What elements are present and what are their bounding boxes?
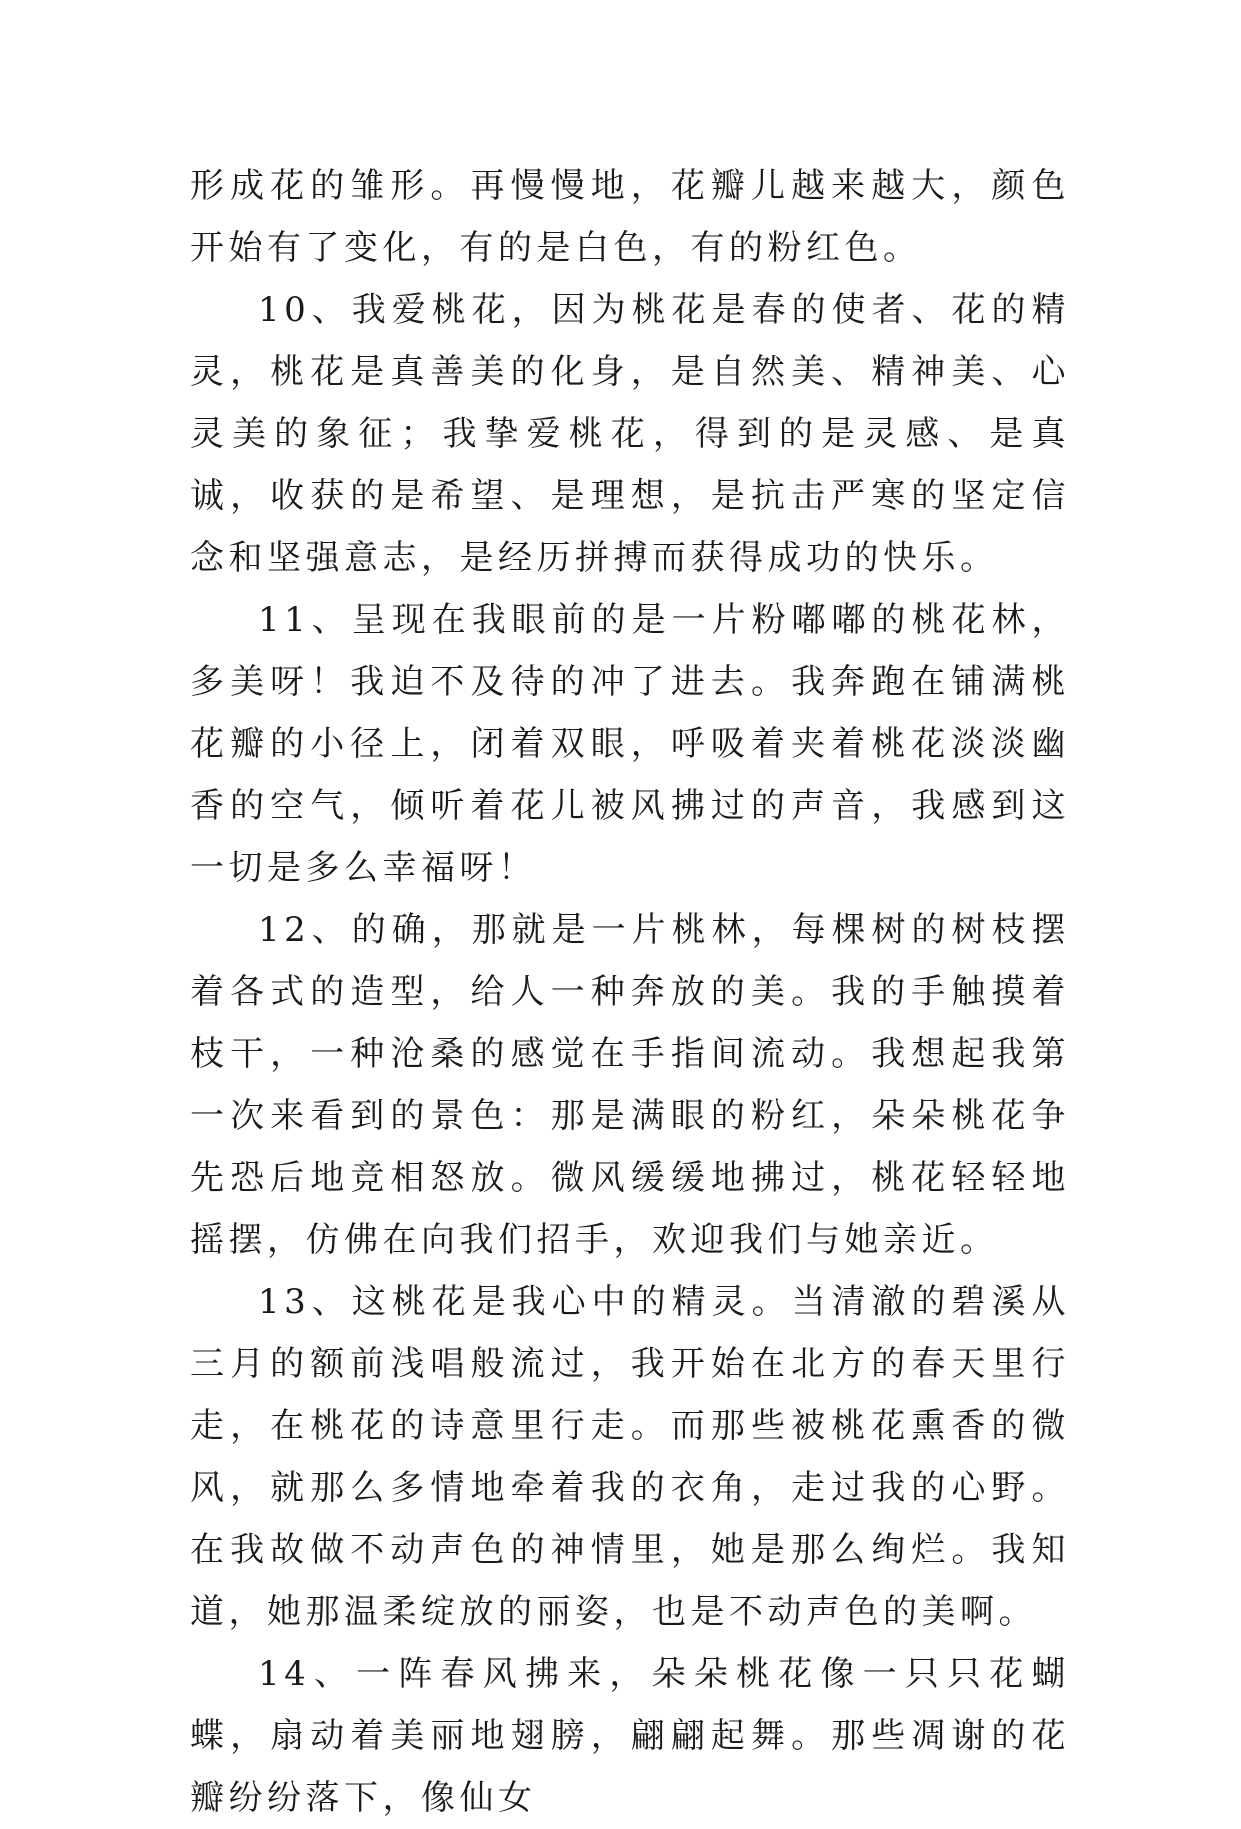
paragraph-12: 12、的确，那就是一片桃林，每棵树的树枝摆着各式的造型，给人一种奔放的美。我的手触摸着枝干，一种沧桑的感觉在手指间流动。我想起我第一次来看到的景色：那是满眼的粉红，朵朵桃花争先恐后地竞相怒放。微风缓缓地拂过，桃花轻轻地摇摆，仿佛在向我们招手，欢迎我们与她亲近。 — [190, 910, 1070, 1260]
paragraph-11: 11、呈现在我眼前的是一片粉嘟嘟的桃花林，多美呀！我迫不及待的冲了进去。我奔跑在铺满桃花瓣的小径上，闭着双眼，呼吸着夹着桃花淡淡幽香的空气，倾听着花儿被风拂过的声音，我感到这一切是多么幸福呀！ — [190, 600, 1070, 888]
paragraph-14: 14、一阵春风拂来，朵朵桃花像一只只花蝴蝶，扇动着美丽地翅膀，翩翩起舞。那些凋谢的花瓣纷纷落下，像仙女 — [190, 1654, 1070, 1818]
paragraph-10: 10、我爱桃花，因为桃花是春的使者、花的精灵，桃花是真善美的化身，是自然美、精神美、心灵美的象征；我挚爱桃花，得到的是灵感、是真诚，收获的是希望、是理想，是抗击严寒的坚定信念和坚强意志，是经历拼搏而获得成功的快乐。 — [190, 290, 1070, 578]
document-body — [190, 155, 1070, 1829]
paragraph-13: 13、这桃花是我心中的精灵。当清澈的碧溪从三月的额前浅唱般流过，我开始在北方的春天里行走，在桃花的诗意里行走。而那些被桃花熏香的微风，就那么多情地牵着我的衣角，走过我的心野。在我故做不动声色的神情里，她是那么绚烂。我知道，她那温柔绽放的丽姿，也是不动声色的美啊。 — [190, 1282, 1070, 1632]
paragraph-continuation: 形成花的雏形。再慢慢地，花瓣儿越来越大，颜色开始有了变化，有的是白色，有的粉红色。 — [190, 166, 1070, 268]
